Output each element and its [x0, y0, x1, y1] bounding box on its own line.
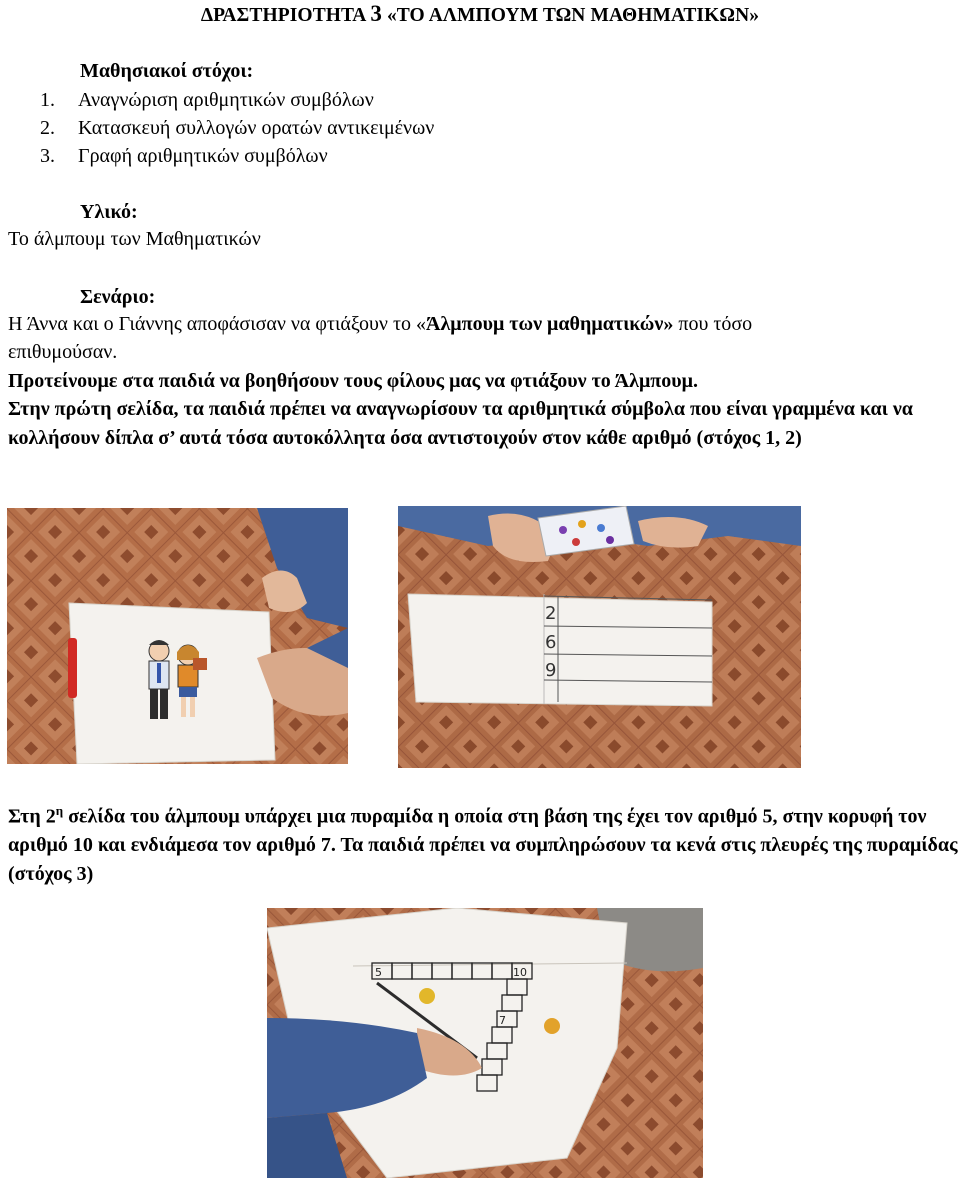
album-number-2: 2 [545, 603, 557, 624]
objective-item [40, 142, 434, 170]
page2-sup: η [55, 803, 64, 818]
title-number: 3 [370, 1, 382, 26]
objectives-list [40, 86, 434, 170]
page2-text: σελίδα του άλμπουμ υπάρχει μια πυραμίδα η οποία στη βάση της έχει τον αριθμό 5, στην κορυφή τον αριθμό 10 και ενδιάμεσα τον αριθμό 7. Τα παιδιά πρέπει να συμπληρώσουν τα κενά στις πλευρές της πυραμίδας (στόχος 3) [8, 805, 958, 885]
objectives-heading: Μαθησιακοί στόχοι: [80, 60, 254, 82]
scenario-line1 [8, 312, 752, 336]
scenario-line1-post: που τόσο [673, 313, 753, 335]
objective-number: 3. [40, 145, 55, 167]
pyramid-top-number: 10 [513, 966, 527, 979]
pyramid-middle-number: 7 [499, 1014, 506, 1027]
objective-number: 1. [40, 89, 55, 111]
scenario-line1-pre: Η Άννα και ο Γιάννης αποφάσισαν να φτιάξουν το « [8, 313, 426, 335]
pyramid-photo [267, 908, 703, 1178]
objective-text: Κατασκευή συλλογών ορατών αντικειμένων [78, 117, 435, 139]
title-prefix: ΔΡΑΣΤΗΡΙΟΤΗΤΑ [200, 5, 371, 26]
scenario-heading: Σενάριο: [80, 286, 156, 308]
objective-number: 2. [40, 117, 55, 139]
page2-description [8, 797, 960, 888]
album-number-9: 9 [545, 660, 557, 681]
page2-pre: Στη 2 [8, 805, 56, 828]
album-cover-photo [7, 508, 348, 764]
material-heading: Υλικό: [80, 201, 138, 223]
page1-description: Στην πρώτη σελίδα, τα παιδιά πρέπει να αναγνωρίσουν τα αριθμητικά σύμβολα που είναι γραμμένα και να κολλήσουν δίπλα σ’ αυτά τόσα αυτοκόλλητα όσα αντιστοιχούν στον κάθε αριθμό (στόχος 1, 2) [8, 398, 913, 449]
objective-item [40, 86, 434, 114]
scenario-line2: επιθυμούσαν. [8, 341, 118, 363]
material-text: Το άλμπουμ των Μαθηματικών [8, 228, 261, 250]
album-number-6: 6 [545, 632, 557, 653]
scenario-proposal: Προτείνουμε στα παιδιά να βοηθήσουν τους φίλους μας να φτιάξουν το Άλμπουμ. [8, 370, 698, 392]
objective-text: Γραφή αριθμητικών συμβόλων [78, 145, 328, 167]
activity-title [0, 1, 960, 27]
album-name: Άλμπουμ των μαθηματικών» [426, 313, 674, 335]
title-suffix: «ΤΟ ΑΛΜΠΟΥΜ ΤΩΝ ΜΑΘΗΜΑΤΙΚΩΝ» [381, 5, 760, 26]
album-numbers-photo [398, 506, 801, 768]
pyramid-base-number: 5 [375, 966, 382, 979]
objective-item [40, 114, 434, 142]
objective-text: Αναγνώριση αριθμητικών συμβόλων [78, 89, 374, 111]
